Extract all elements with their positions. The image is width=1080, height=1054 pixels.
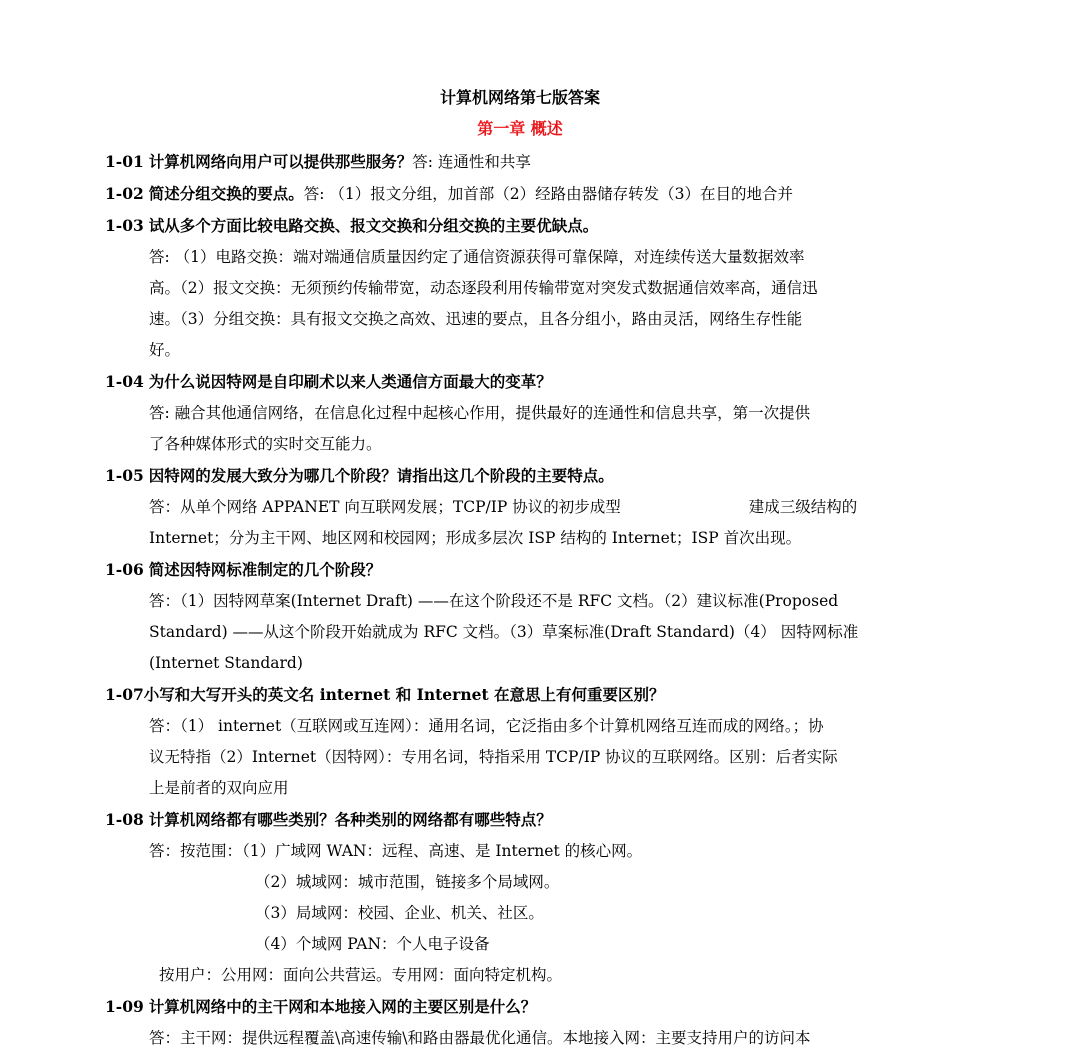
question-text: 为什么说因特网是自印刷术以来人类通信方面最大的变革？ [148,372,552,391]
qa-content [105,146,945,1054]
question-text: 因特网的发展大致分为哪几个阶段？请指出这几个阶段的主要特点。 [148,466,614,485]
answer-line [105,492,945,523]
question-1-04 [105,366,945,398]
question-1-03 [105,210,945,242]
answer-line: 答：按范围：（1）广域网 WAN：远程、高速、是 Internet 的核心网。 [149,842,643,860]
answer-line: 议无特指（2）Internet（因特网）：专用名词，特指采用 TCP/IP 协议的互联网络。区别：后者实际 [149,748,838,766]
question-number: 1-06 [105,560,144,579]
question-1-09 [105,991,945,1023]
answer-line: 上是前者的双向应用 [149,779,289,797]
question-1-08 [105,804,945,836]
question-text: 计算机网络向用户可以提供那些服务？ [148,152,413,171]
question-number: 1-04 [105,372,144,391]
answer-line: 了各种媒体形式的实时交互能力。 [149,435,382,453]
question-number: 1-05 [105,466,144,485]
answer-line: 按用户：公用网：面向公共营运。专用网：面向特定机构。 [159,966,563,984]
document-title: 计算机网络第七版答案 [439,88,600,107]
question-number: 1-07 [105,685,144,704]
answer-line: 答：主干网：提供远程覆盖\高速传输\和路由器最优化通信。本地接入网：主要支持用户的访问本 [149,1029,811,1047]
question-text: 计算机网络中的主干网和本地接入网的主要区别是什么？ [148,997,537,1016]
answer-line: Internet；分为主干网、地区网和校园网；形成多层次 ISP 结构的 Internet；ISP 首次出现。 [149,529,802,547]
question-number: 1-09 [105,997,144,1016]
answer-line: 答：（1） internet（互联网或互连网）：通用名词，它泛指由多个计算机网络互连而成的网络。；协 [149,717,824,735]
chapter-title: 第一章 概述 [477,119,563,138]
question-text: 简述因特网标准制定的几个阶段？ [148,560,382,579]
answer-text: 答: （1）报文分组，加首部（2）经路由器储存转发（3）在目的地合并 [303,185,793,203]
question-text: 简述分组交换的要点。 [148,184,304,203]
question-number: 1-08 [105,810,144,829]
question-text: 小写和大写开头的英文名 internet 和 Internet 在意思上有何重要区别？ [143,685,665,704]
question-1-02 [105,178,945,210]
answer-line: 答: （1）电路交换：端对端通信质量因约定了通信资源获得可靠保障，对连续传送大量数据效率 [149,248,805,266]
answer-text: 答: 连通性和共享 [412,153,531,171]
answer-line: 高。（2）报文交换：无须预约传输带宽，动态逐段利用传输带宽对突发式数据通信效率高，通信迅 [149,279,818,297]
question-number: 1-01 [105,152,144,171]
answer-text: 建成三级结构的 [748,498,858,516]
question-1-05 [105,460,945,492]
question-number: 1-02 [105,184,144,203]
question-1-01 [105,146,945,178]
answer-line: 答: 融合其他通信网络，在信息化过程中起核心作用，提供最好的连通性和信息共享，第一次提供 [149,404,811,422]
answer-sub-line: （2）城域网：城市范围，链接多个局域网。 [255,873,560,891]
answer-line: 好。 [149,341,181,359]
question-text: 试从多个方面比较电路交换、报文交换和分组交换的主要优缺点。 [148,216,599,235]
question-text: 计算机网络都有哪些类别？各种类别的网络都有哪些特点？ [148,810,552,829]
answer-line: (Internet Standard) [149,654,303,672]
question-number: 1-03 [105,216,144,235]
answer-sub-line: （4）个域网 PAN：个人电子设备 [255,935,490,953]
question-1-07 [105,679,945,711]
answer-line: 答：（1）因特网草案(Internet Draft) ——在这个阶段还不是 RFC 文档。（2）建议标准(Proposed [149,592,839,610]
answer-line: Standard) ——从这个阶段开始就成为 RFC 文档。（3）草案标准(Draft Standard)（4） 因特网标准 [149,623,859,641]
answer-sub-line: （3）局域网：校园、企业、机关、社区。 [255,904,544,922]
answer-line: 速。（3）分组交换：具有报文交换之高效、迅速的要点，且各分组小，路由灵活，网络生存性能 [149,310,803,328]
question-1-06 [105,554,945,586]
answer-text: 答：从单个网络 APPANET 向互联网发展；TCP/IP 协议的初步成型 [149,498,621,516]
